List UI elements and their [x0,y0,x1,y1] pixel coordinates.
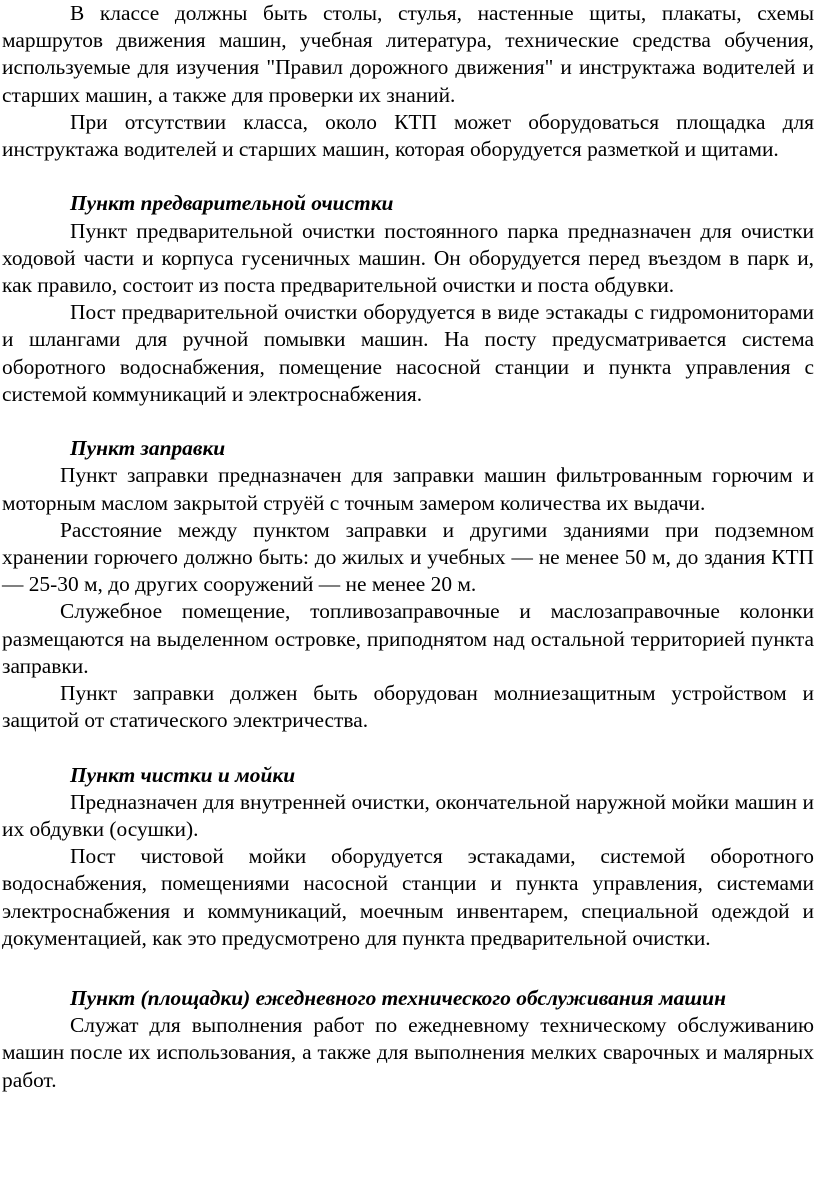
paragraph-prelim-purpose: Пункт предварительной очистки постоянного парка предназначен для очистки ходовой части и корпуса гусеничных машин. Он оборудуется перед въездом в парк и, как правило, состоит из поста предварительной очистки и поста обдувки. [2,218,814,298]
paragraph-wash-post: Пост чистовой мойки оборудуется эстакадами, системой оборотного водоснабжения, помещениями насосной станции и пункта управления, системами электроснабжения и коммуникаций, моечным инвентарем, специальной одеждой и документацией, как это предусмотрено для пункта предварительной очистки. [2,844,814,950]
paragraph-wash-purpose: Предназначен для внутренней очистки, окончательной наружной мойки машин и их обдувки (осушки). [2,789,814,842]
heading-fuel-station: Пункт заправки [70,436,226,461]
section-spacer [2,734,814,761]
paragraph-prelim-post: Пост предварительной очистки оборудуется в виде эстакады с гидромониторами и шлангами для ручной помывки машин. На посту предусматривается система оборотного водоснабжения, помещение насосной станции и пункта управления с системой коммуникаций и электроснабжения. [2,300,814,406]
paragraph-fuel-purpose: Пункт заправки предназначен для заправки машин фильтрованным горючим и моторным маслом закрытой струёй с точным замером количества их выдачи. [2,463,814,515]
heading-daily-maintenance: Пункт (площадки) ежедневного технического обслуживания машин [70,986,726,1011]
paragraph-briefing-area: При отсутствии класса, около КТП может оборудоваться площадка для инструктажа водителей и старших машин, которая оборудуется разметкой и щитами. [2,109,814,162]
paragraph-classroom-equipment: В классе должны быть столы, стулья, настенные щиты, плакаты, схемы маршрутов движения машин, учебная литература, технические средства обучения, используемые для изучения "Правил дорожного движения" и инструктажа водителей и старших машин, а также для проверки их знаний. [2,1,814,107]
section-spacer [2,952,814,985]
paragraph-fuel-distance: Расстояние между пунктом заправки и другими зданиями при подземном хранении горючего должно быть: до жилых и учебных — не менее 50 м, до здания КТП — 25-30 м, до других сооружений — не менее 20 м. [2,517,814,597]
section-spacer [2,408,814,435]
paragraph-fuel-island: Служебное помещение, топливозаправочные и маслозаправочные колонки размещаются на выделенном островке, приподнятом над остальной территорией пункта заправки. [2,599,814,678]
paragraph-daily-purpose: Служат для выполнения работ по ежедневному техническому обслуживанию машин после их использования, а также для выполнения мелких сварочных и малярных работ. [2,1013,814,1092]
heading-prelim-cleaning: Пункт предварительной очистки [70,191,394,216]
heading-wash-station: Пункт чистки и мойки [70,762,296,787]
section-spacer [2,163,814,190]
paragraph-fuel-lightning: Пункт заправки должен быть оборудован молниезащитным устройством и защитой от статического электричества. [2,681,814,733]
